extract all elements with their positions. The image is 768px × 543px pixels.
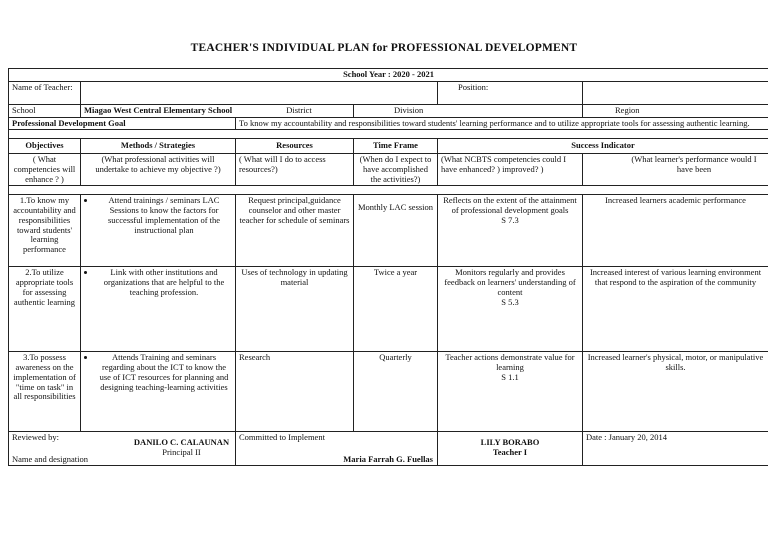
objective-1: 1.To know my accountability and responsibilities toward students' learning performance: [9, 195, 81, 267]
school-value: Miagao West Central Elementary School District: [81, 104, 354, 117]
sub-objectives: ( What competencies will enhance ? ): [9, 154, 81, 186]
position-field[interactable]: [583, 81, 768, 104]
sub-time-frame: (When do I expect to have accomplished the activities?): [354, 154, 438, 186]
lily-name: LILY BORABO: [480, 437, 540, 448]
method-3: [81, 352, 236, 432]
objective-2: 2.To utilize appropriate tools for assessing authentic learning: [9, 267, 81, 352]
objective-3: 3.To possess awareness on the implementation of "time on task" in all responsibilities: [9, 352, 81, 432]
teacher-name: Maria Farrah G. Fuellas: [343, 453, 433, 464]
goal-label: Professional Development Goal: [9, 117, 236, 130]
header-time-frame: Time Frame: [354, 139, 438, 154]
resource-2: Uses of technology in updating material: [236, 267, 354, 352]
ncbts-1: [438, 195, 583, 267]
ncbts-1-code: S 7.3: [501, 214, 519, 225]
division-label: Division: [354, 104, 583, 117]
page-title: TEACHER'S INDIVIDUAL PLAN for PROFESSIONAL DEVELOPMENT: [190, 42, 578, 54]
reviewer-title: Principal II: [162, 447, 201, 458]
method-2-text: • Link with other institutions and organizations that are helpful to the teaching profession.: [96, 268, 232, 297]
school-label: School: [9, 104, 81, 117]
reviewed-cell: [9, 432, 236, 466]
ncbts-3: [438, 352, 583, 432]
district-label: District: [286, 104, 312, 115]
school-year: School Year : 2020 - 2021: [9, 69, 768, 82]
sub-resources: ( What will I do to access resources?): [236, 154, 354, 186]
ncbts-3-code: S 1.1: [501, 371, 519, 382]
ncbts-3-text: Teacher actions demonstrate value for learning: [445, 352, 575, 373]
name-field[interactable]: [81, 81, 438, 104]
committed-cell: [236, 432, 438, 466]
position-label: Position:: [438, 81, 583, 104]
method-2: [81, 267, 236, 352]
reviewed-label: Reviewed by:: [12, 432, 59, 443]
ncbts-2-code: S 5.3: [501, 296, 519, 307]
header-objectives: Objectives: [9, 139, 81, 154]
sub-learner: (What learner's performance would I have been: [583, 154, 768, 186]
time-3: Quarterly: [354, 352, 438, 432]
spacer-row: [9, 186, 768, 195]
time-1: Monthly LAC session: [354, 195, 438, 267]
committed-label: Committed to Implement: [239, 432, 325, 443]
spacer-row: [9, 130, 768, 139]
sub-ncbts: (What NCBTS competencies could I have enhanced? ) improved? ): [438, 154, 583, 186]
header-methods: Methods / Strategies: [81, 139, 236, 154]
resource-3: Research: [236, 352, 354, 432]
resource-1: Request principal,guidance counselor and other master teacher for schedule of seminars: [236, 195, 354, 267]
time-2: Twice a year: [354, 267, 438, 352]
date-cell: Date : January 20, 2014: [583, 432, 768, 466]
method-1: [81, 195, 236, 267]
ncbts-1-text: Reflects on the extent of the attainment of professional development goals: [443, 195, 577, 216]
method-1-text: • Attend trainings / seminars LAC Sessions to know the factors for successful implementation of the instructional plan: [96, 196, 232, 235]
name-designation-label: Name and designation: [12, 453, 89, 464]
learner-3: Increased learner's physical, motor, or manipulative skills.: [583, 352, 768, 432]
sub-methods: (What professional activities will undertake to achieve my objective ?): [81, 154, 236, 186]
lily-cell: [438, 432, 583, 466]
goal-text: To know my accountability and responsibilities toward students' learning performance and to utilize appropriate tools for assessing authentic learning.: [236, 117, 768, 130]
header-resources: Resources: [236, 139, 354, 154]
reviewer-name: DANILO C. CALAUNAN: [133, 437, 230, 448]
learner-2: Increased interest of various learning environment that respond to the aspiration of the community: [583, 267, 768, 352]
region-label: Region: [583, 104, 768, 117]
method-3-text: • Attends Training and seminars regarding about the ICT to know the use of ICT resources for planning and designing teaching-learning activities: [96, 353, 232, 392]
learner-1: Increased learners academic performance: [583, 195, 768, 267]
ncbts-2-text: Monitors regularly and provides feedback on learners' understanding of content: [444, 267, 576, 297]
reviewer-block: [119, 438, 236, 458]
ncbts-2: [438, 267, 583, 352]
name-label: Name of Teacher:: [9, 81, 81, 104]
header-success: Success Indicator: [438, 139, 768, 154]
lily-title: Teacher I: [492, 447, 528, 458]
plan-table: [8, 68, 768, 466]
